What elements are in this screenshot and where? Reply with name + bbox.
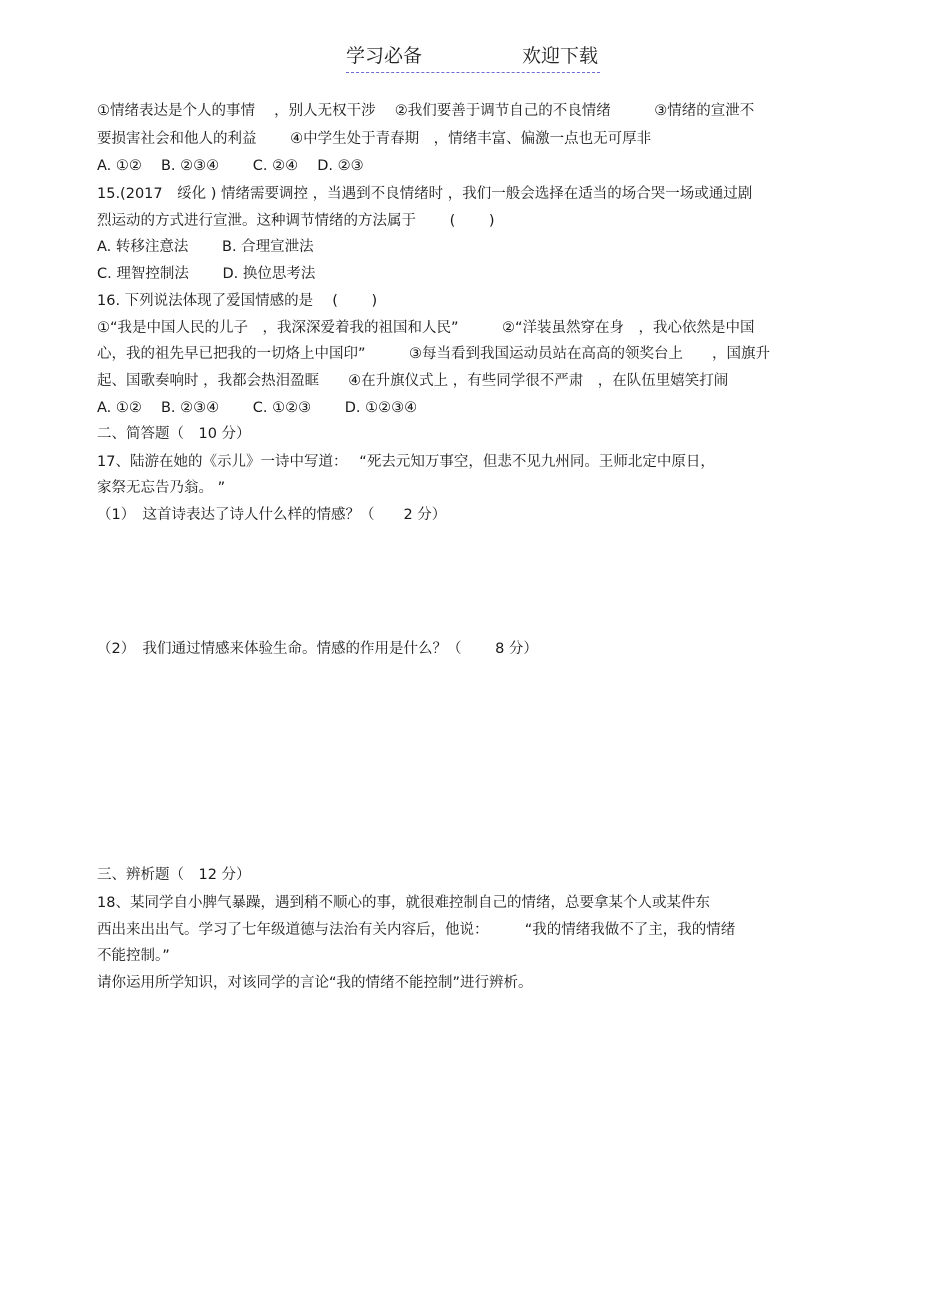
section-2-heading: 二、简答题（ 10 分）	[97, 426, 251, 442]
q15-choices-cd: C. 理智控制法 D. 换位思考法	[97, 266, 316, 282]
q16-choices: A. ①② B. ②③④ C. ①②③ D. ①②③④	[97, 400, 418, 416]
q16-options-line-3: 起、国歌奏响时 ，我都会热泪盈眶 ④在升旗仪式上 ，有些同学很不严肃 ，在队伍里嬉笑打闹	[97, 373, 729, 389]
q16-options-line-2: 心，我的祖先早已把我的一切烙上中国印” ③每当看到我国运动员站在高高的领奖台上 ，国旗升	[97, 346, 771, 362]
header-right-text: 欢迎下载	[522, 45, 599, 67]
q17-part-1: （1） 这首诗表达了诗人什么样的情感？（ 2 分）	[97, 507, 447, 523]
q18-stem-line-1: 18、某同学自小脾气暴躁，遇到稍不顺心的事，就很难控制自己的情绪，总要拿某个人或某件东	[97, 895, 710, 911]
q18-instruction: 请你运用所学知识，对该同学的言论“我的情绪不能控制”进行辨析。	[97, 975, 533, 991]
section-3-heading: 三、辨析题（ 12 分）	[97, 867, 251, 883]
q16-stem: 16. 下列说法体现了爱国情感的是 ( )	[97, 293, 378, 309]
q16-options-line-1: ①“我是中国人民的儿子 ，我深深爱着我的祖国和人民” ②“洋装虽然穿在身 ，我心依然是中国	[97, 320, 755, 336]
header-left-text: 学习必备	[346, 45, 423, 67]
q17-stem-line-2: 家祭无忘告乃翁。 ”	[97, 480, 226, 496]
q18-stem-line-3: 不能控制。”	[97, 948, 170, 964]
q17-part-2: （2） 我们通过情感来体验生命。情感的作用是什么？（ 8 分）	[97, 641, 538, 657]
page-header	[346, 44, 600, 73]
q15-stem-line-1: 15.(2017 绥化 ) 情绪需要调控 ，当遇到不良情绪时 ，我们一般会选择在适当的场合哭一场或通过剧	[97, 186, 753, 202]
q14-options-line-1: ①情绪表达是个人的事情 ，别人无权干涉 ②我们要善于调节自己的不良情绪 ③情绪的宣泄不	[97, 103, 755, 119]
q17-stem-line-1: 17、陆游在她的《示儿》一诗中写道： “死去元知万事空，但悲不见九州同。王师北定中原日，	[97, 454, 715, 470]
q14-options-line-2: 要损害社会和他人的利益 ④中学生处于青春期 ，情绪丰富、偏激一点也无可厚非	[97, 131, 652, 147]
q15-stem-line-2: 烈运动的方式进行宣泄。这种调节情绪的方法属于 ( )	[97, 213, 495, 229]
q14-choices: A. ①② B. ②③④ C. ②④ D. ②③	[97, 158, 364, 174]
q18-stem-line-2: 西出来出出气。学习了七年级道德与法治有关内容后，他说： “我的情绪我做不了主，我的情绪	[97, 922, 736, 938]
q15-choices-ab: A. 转移注意法 B. 合理宣泄法	[97, 239, 314, 255]
